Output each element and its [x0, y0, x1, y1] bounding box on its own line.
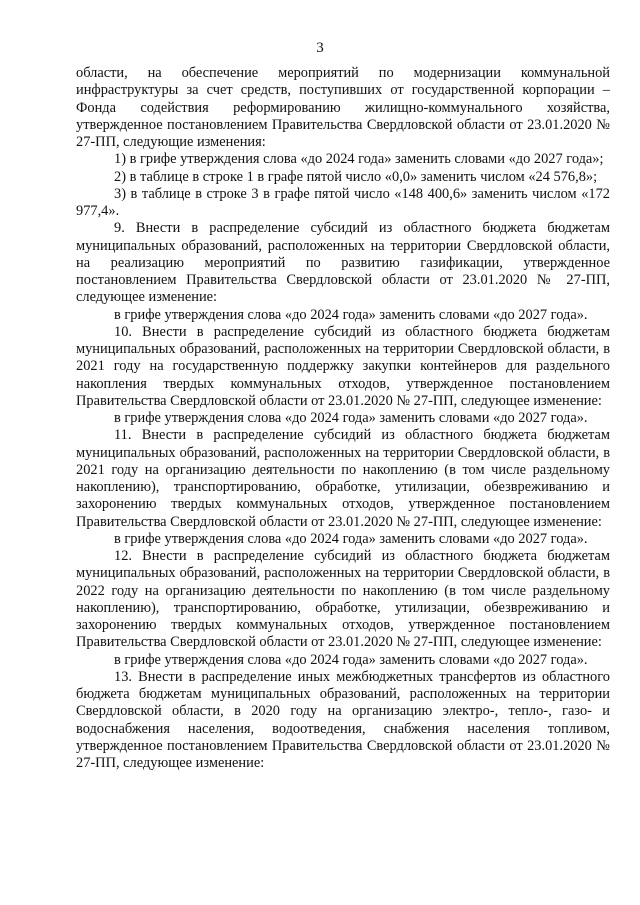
paragraph-section-12: 12. Внести в распределение субсидий из областного бюджета бюджетам муниципальных образований, расположенных на территории Свердловской области, в 2022 году на организацию деятельности по накоплению (в том числе раздельному накоплению), транспортированию, обработке, утилизации, обезвреживанию и захоронению твердых коммунальных отходов, утвержденное постановлением Правительства Свердловской области от 23.01.2020 № 27-ПП, следующее изменение: [76, 548, 610, 651]
paragraph-section-12-change: в грифе утверждения слова «до 2024 года» заменить словами «до 2027 года». [114, 651, 588, 668]
paragraph-item-3: 3) в таблице в строке 3 в графе пятой число «148 400,6» заменить числом «172 977,4». [76, 185, 610, 219]
paragraph-section-9: 9. Внести в распределение субсидий из областного бюджета бюджетам муниципальных образований, расположенных на территории Свердловской области, на реализацию мероприятий по развитию газификации, утвержденное постановлением Правительства Свердловской области от 23.01.2020 № 27-ПП, следующее изменение: [76, 220, 610, 306]
paragraph-section-9-change: в грифе утверждения слова «до 2024 года» заменить словами «до 2027 года». [114, 306, 588, 323]
document-body [76, 65, 610, 772]
paragraph-section-11-change: в грифе утверждения слова «до 2024 года» заменить словами «до 2027 года». [114, 530, 588, 547]
paragraph-item-1: 1) в грифе утверждения слова «до 2024 года» заменить словами «до 2027 года»; [114, 151, 604, 168]
paragraph-section-10-change: в грифе утверждения слова «до 2024 года» заменить словами «до 2027 года». [114, 410, 588, 426]
paragraph-continuation: области, на обеспечение мероприятий по модернизации коммунальной инфраструктуры за счет средств, поступивших от государственной корпорации – Фонда содействия реформированию жилищно-коммунального хозяйства, утвержденное постановлением Правительства Свердловской области от 23.01.2020 № 27-ПП, следующие изменения: [76, 65, 610, 150]
paragraph-section-11: 11. Внести в распределение субсидий из областного бюджета бюджетам муниципальных образований, расположенных на территории Свердловской области, в 2021 году на организацию деятельности по накоплению (в том числе раздельному накоплению), транспортированию, обработке, утилизации, обезвреживанию и захоронению твердых коммунальных отходов, утвержденное постановлением Правительства Свердловской области от 23.01.2020 № 27-ПП, следующее изменение: [76, 427, 610, 530]
page-number: 3 [316, 40, 324, 56]
paragraph-section-10: 10. Внести в распределение субсидий из областного бюджета бюджетам муниципальных образований, расположенных на территории Свердловской области, в 2021 году на государственную поддержку закупки контейнеров для раздельного накопления твердых коммунальных отходов, утвержденное постановлением Правительства Свердловской области от 23.01.2020 № 27-ПП, следующее изменение: [76, 323, 610, 409]
paragraph-item-2: 2) в таблице в строке 1 в графе пятой число «0,0» заменить числом «24 576,8»; [114, 168, 598, 185]
paragraph-section-13: 13. Внести в распределение иных межбюджетных трансфертов из областного бюджета бюджетам муниципальных образований, расположенных на территории Свердловской области, в 2020 году на организацию электро-, тепло-, газо- и водоснабжения населения, водоотведения, снабжения населения топливом, утвержденное постановлением Правительства Свердловской области от 23.01.2020 № 27-ПП, следующее изменение: [76, 668, 610, 771]
